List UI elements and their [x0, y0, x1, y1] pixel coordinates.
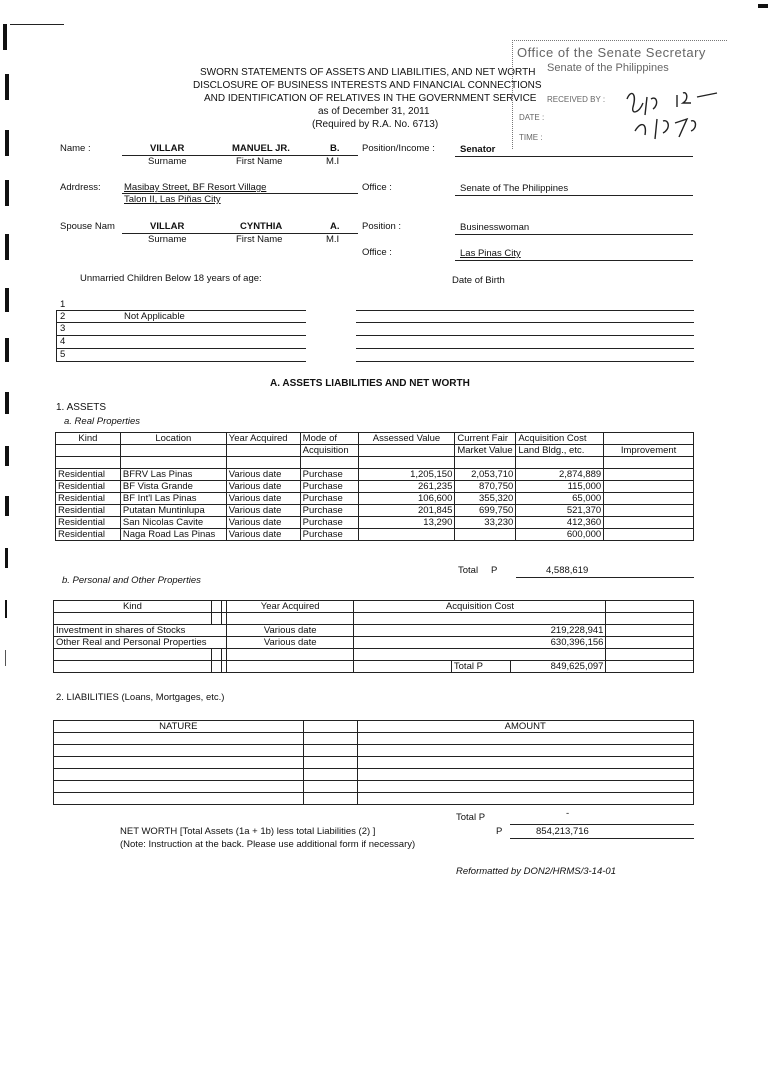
cell-kind: Residential — [56, 481, 121, 493]
table-row — [56, 481, 694, 493]
real-total-underline — [516, 577, 694, 578]
declarant-mi: B. — [330, 143, 340, 154]
dob-row-line — [356, 310, 694, 311]
first-name-caption: First Name — [236, 156, 283, 167]
table-row — [56, 469, 694, 481]
stamp-office: Office of the Senate Secretary — [517, 45, 706, 60]
header-acquisition-2: Land Bldg., etc. — [516, 445, 604, 457]
binding-mark — [5, 288, 9, 312]
header-market: Current Fair — [455, 433, 516, 445]
personal-total-value: 849,625,097 — [510, 661, 606, 673]
name-label: Name : — [60, 143, 91, 154]
stamp-senate: Senate of the Philippines — [547, 62, 669, 74]
binding-mark — [3, 24, 7, 50]
mi-caption: M.I — [326, 156, 340, 167]
table-header-row — [54, 721, 694, 733]
children-label: Unmarried Children Below 18 years of age: — [80, 273, 262, 284]
cell-market: 2,053,710 — [455, 469, 516, 481]
networth-line2: (Note: Instruction at the back. Please use additional form if necessary) — [120, 839, 416, 850]
header-location: Location — [120, 433, 226, 445]
form-title-line3: AND IDENTIFICATION OF RELATIVES IN THE GOVERNMENT SERVICE — [204, 93, 537, 104]
cell-location: Putatan Muntinlupa — [120, 505, 226, 517]
cell-cost: 521,370 — [516, 505, 604, 517]
spouse-office-underline — [455, 260, 693, 261]
cell-year: Various date — [226, 469, 300, 481]
table-row — [56, 493, 694, 505]
cell-cost: 600,000 — [516, 529, 604, 541]
header-improvement: Improvement — [604, 445, 694, 457]
personal-properties-table — [53, 600, 694, 673]
spouse-mi-caption: M.I — [326, 234, 340, 245]
binding-mark — [5, 338, 9, 362]
table-row — [54, 625, 694, 637]
surname-caption: Surname — [148, 156, 187, 167]
spouse-office: Las Pinas City — [460, 248, 521, 259]
cell-assessed: 201,845 — [358, 505, 455, 517]
cell-mode: Purchase — [300, 529, 358, 541]
cell-mode: Purchase — [300, 493, 358, 505]
real-properties-table — [55, 432, 694, 541]
cell-year: Various date — [226, 493, 300, 505]
declarant-surname: VILLAR — [150, 143, 185, 154]
position-label: Position/Income : — [362, 143, 435, 154]
dob-row-line — [356, 348, 694, 349]
declarant-position: Senator — [460, 144, 496, 155]
spouse-office-label: Office : — [362, 247, 392, 258]
personal-total-label: Total P — [451, 661, 510, 673]
binding-mark — [5, 548, 8, 568]
child-row-line — [56, 335, 306, 336]
cell-mode: Purchase — [300, 481, 358, 493]
binding-mark — [5, 496, 9, 516]
spouse-position-underline — [455, 234, 693, 235]
stamp-time: TIME : — [519, 133, 543, 142]
table-row — [56, 505, 694, 517]
spouse-position: Businesswoman — [460, 222, 530, 233]
personal-cell-kind: Other Real and Personal Properties — [54, 637, 227, 649]
address-label: Adrdress: — [60, 182, 101, 193]
binding-mark — [5, 392, 9, 414]
table-row — [54, 769, 694, 781]
child-number: 4 — [60, 336, 66, 347]
personal-cell-cost: 630,396,156 — [354, 637, 606, 649]
office-underline — [455, 195, 693, 196]
section-a-title: A. ASSETS LIABILITIES AND NET WORTH — [270, 378, 470, 389]
spouse-first-caption: First Name — [236, 234, 283, 245]
personal-header-year: Year Acquired — [226, 601, 354, 613]
binding-mark — [5, 650, 6, 666]
cell-cost: 65,000 — [516, 493, 604, 505]
spouse-position-label: Position : — [362, 221, 402, 232]
office-label: Office : — [362, 182, 392, 193]
cell-mode: Purchase — [300, 469, 358, 481]
real-total-value: 4,588,619 — [546, 565, 589, 576]
header-market-2: Market Value — [455, 445, 516, 457]
binding-mark-line — [10, 24, 64, 25]
personal-cell-kind: Investment in shares of Stocks — [54, 625, 227, 637]
cell-kind: Residential — [56, 493, 121, 505]
header-assessed: Assessed Value — [358, 433, 455, 445]
spouse-surname: VILLAR — [150, 221, 185, 232]
table-header-row — [54, 601, 694, 613]
declarant-first-name: MANUEL JR. — [232, 143, 290, 154]
cell-location: San Nicolas Cavite — [120, 517, 226, 529]
child-row-line — [56, 322, 306, 323]
table-row — [54, 781, 694, 793]
table-row — [54, 637, 694, 649]
dob-row-line — [356, 322, 694, 323]
cell-market: 870,750 — [455, 481, 516, 493]
networth-p: P — [496, 826, 503, 837]
header-mode: Mode of — [300, 433, 358, 445]
child-entry: Not Applicable — [124, 311, 185, 322]
form-title-line1: SWORN STATEMENTS OF ASSETS AND LIABILITIES, AND NET WORTH — [200, 67, 536, 78]
personal-cell-year: Various date — [226, 625, 354, 637]
networth-underline — [510, 838, 694, 839]
table-row — [54, 649, 694, 661]
binding-mark — [5, 180, 9, 206]
address-underline — [122, 193, 358, 194]
table-row — [56, 529, 694, 541]
binding-mark — [5, 234, 9, 260]
cell-market: 699,750 — [455, 505, 516, 517]
position-underline — [455, 156, 693, 157]
cell-cost: 2,874,889 — [516, 469, 604, 481]
child-number: 1 — [60, 299, 66, 310]
table-row — [56, 457, 694, 469]
address-line2: Talon II, Las Piñas City — [124, 194, 221, 205]
stamp-date: DATE : — [519, 113, 545, 122]
cell-market — [455, 529, 516, 541]
cell-year: Various date — [226, 481, 300, 493]
cell-location: BFRV Las Pinas — [120, 469, 226, 481]
date-of-birth-label: Date of Birth — [452, 275, 505, 286]
required-by-law: (Required by R.A. No. 6713) — [312, 119, 439, 130]
personal-cell-cost: 219,228,941 — [354, 625, 606, 637]
cell-assessed: 261,235 — [358, 481, 455, 493]
liabilities-table — [53, 720, 694, 805]
cell-market: 33,230 — [455, 517, 516, 529]
spouse-first-name: CYNTHIA — [240, 221, 283, 232]
cell-assessed: 106,600 — [358, 493, 455, 505]
form-title-line2: DISCLOSURE OF BUSINESS INTERESTS AND FINANCIAL CONNECTIONS — [193, 80, 542, 91]
table-row — [54, 757, 694, 769]
cell-year: Various date — [226, 505, 300, 517]
cell-mode: Purchase — [300, 505, 358, 517]
cell-year: Various date — [226, 517, 300, 529]
child-number: 5 — [60, 349, 66, 360]
personal-cell-year: Various date — [226, 637, 354, 649]
liabilities-title: 2. LIABILITIES (Loans, Mortgages, etc.) — [56, 692, 225, 703]
header-kind: Kind — [56, 433, 121, 445]
liabilities-total-underline — [510, 824, 694, 825]
declarant-office: Senate of The Philippines — [460, 183, 569, 194]
address-line1: Masibay Street, BF Resort Village — [124, 182, 267, 193]
dob-row-line — [356, 361, 694, 362]
child-row-line — [56, 310, 306, 311]
header-mode-2: Acquisition — [300, 445, 358, 457]
table-header-row — [56, 433, 694, 445]
assets-title: 1. ASSETS — [56, 402, 107, 413]
cell-location: BF Vista Grande — [120, 481, 226, 493]
liabilities-total-value: - — [566, 808, 570, 819]
cell-assessed: 1,205,150 — [358, 469, 455, 481]
cell-year: Various date — [226, 529, 300, 541]
table-row — [54, 793, 694, 805]
cell-cost: 115,000 — [516, 481, 604, 493]
binding-mark — [5, 446, 9, 466]
spouse-label: Spouse Nam — [60, 221, 115, 232]
binding-mark — [5, 600, 7, 618]
received-stamp — [512, 40, 727, 149]
cell-cost: 412,360 — [516, 517, 604, 529]
cell-location: BF Int'l Las Pinas — [120, 493, 226, 505]
child-number: 3 — [60, 323, 66, 334]
personal-properties-title: b. Personal and Other Properties — [62, 575, 201, 586]
liabilities-header-nature: NATURE — [54, 721, 304, 733]
cell-kind: Residential — [56, 517, 121, 529]
corner-mark — [758, 4, 768, 8]
binding-mark — [5, 130, 9, 156]
networth-value: 854,213,716 — [536, 826, 589, 837]
cell-kind: Residential — [56, 529, 121, 541]
networth-line1: NET WORTH [Total Assets (1a + 1b) less total Liabilities (2) ] — [120, 826, 376, 837]
cell-market: 355,320 — [455, 493, 516, 505]
real-properties-title: a. Real Properties — [64, 416, 141, 427]
cell-location: Naga Road Las Pinas — [120, 529, 226, 541]
cell-mode: Purchase — [300, 517, 358, 529]
spouse-mi: A. — [330, 221, 340, 232]
cell-kind: Residential — [56, 505, 121, 517]
header-acquisition: Acquisition Cost — [516, 433, 604, 445]
real-total-label: Total — [458, 565, 479, 576]
table-row — [54, 613, 694, 625]
spouse-surname-caption: Surname — [148, 234, 187, 245]
liabilities-header-amount: AMOUNT — [357, 721, 693, 733]
liabilities-total-label: Total P — [456, 812, 486, 823]
table-row — [54, 745, 694, 757]
cell-kind: Residential — [56, 469, 121, 481]
header-year: Year Acquired — [226, 433, 300, 445]
as-of-date: as of December 31, 2011 — [318, 106, 430, 117]
handwritten-signature — [617, 79, 725, 141]
table-row — [56, 517, 694, 529]
header-blank — [604, 433, 694, 445]
child-row-line — [56, 361, 306, 362]
cell-assessed — [358, 529, 455, 541]
table-row — [54, 661, 694, 673]
child-row-line — [56, 348, 306, 349]
table-row — [54, 733, 694, 745]
personal-header-kind: Kind — [54, 601, 212, 613]
cell-assessed: 13,290 — [358, 517, 455, 529]
real-total-p: P — [491, 565, 498, 576]
personal-header-cost: Acquisition Cost — [354, 601, 606, 613]
child-number: 2 — [60, 311, 66, 322]
footer-reformatted: Reformatted by DON2/HRMS/3-14-01 — [456, 866, 616, 877]
dob-row-line — [356, 335, 694, 336]
table-header-row — [56, 445, 694, 457]
binding-mark — [5, 74, 9, 100]
stamp-received: RECEIVED BY : — [547, 95, 606, 104]
